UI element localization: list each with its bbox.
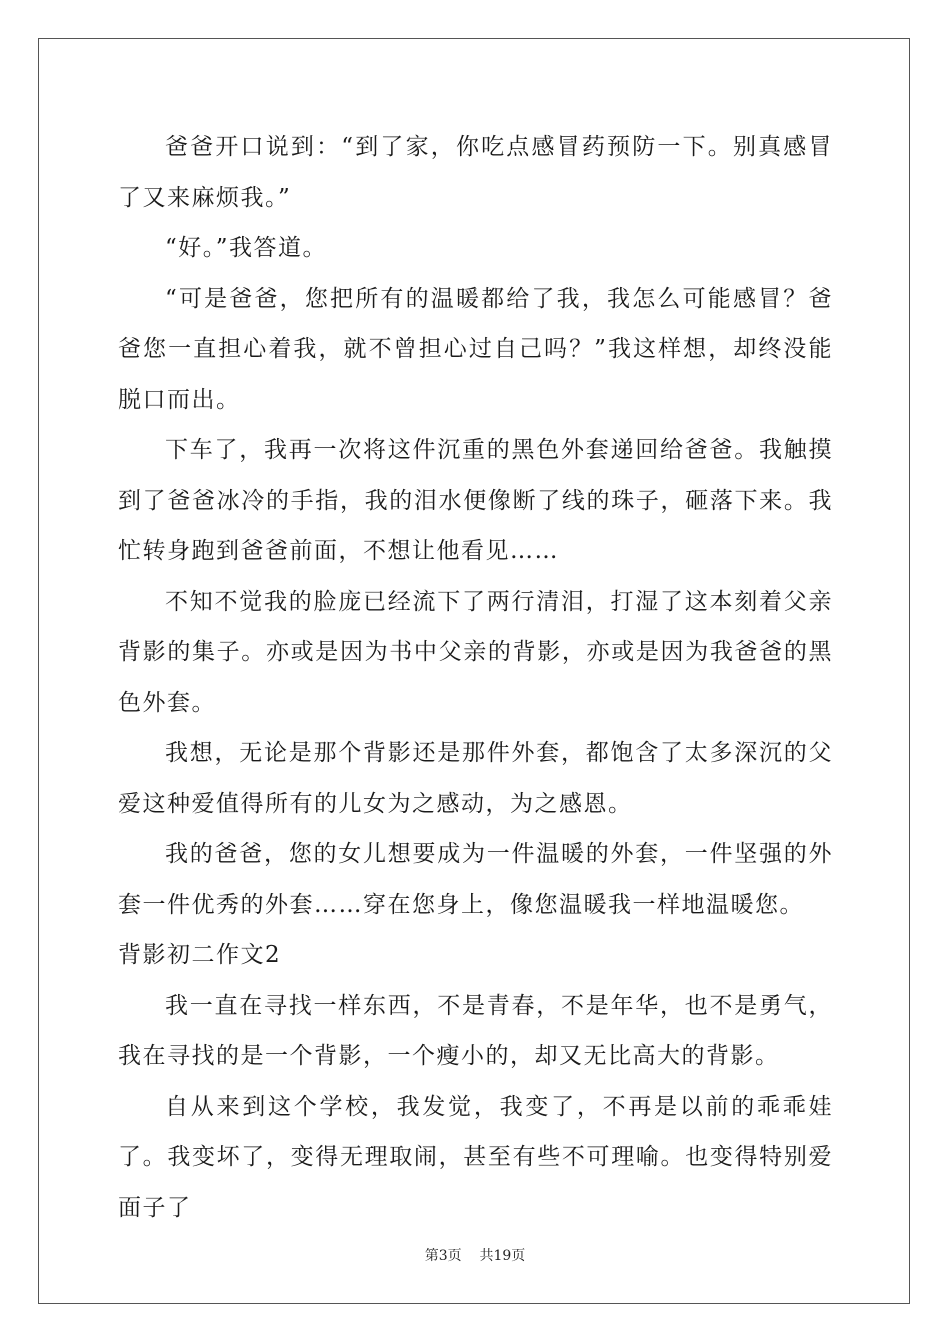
document-body — [118, 122, 833, 1233]
paragraph: “可是爸爸，您把所有的温暖都给了我，我怎么可能感冒？爸爸您一直担心着我，就不曾担心过自己吗？”我这样想，却终没能脱口而出。 — [118, 285, 833, 413]
paragraph: 我想，无论是那个背影还是那件外套，都饱含了太多深沉的父爱这种爱值得所有的儿女为之感动，为之感恩。 — [118, 740, 833, 817]
paragraph: 爸爸开口说到：“到了家，你吃点感冒药预防一下。别真感冒了又来麻烦我。” — [118, 134, 833, 211]
page-number-footer: 第3页 共19页 — [424, 1248, 526, 1264]
paragraph: 下车了，我再一次将这件沉重的黑色外套递回给爸爸。我触摸到了爸爸冰冷的手指，我的泪水便像断了线的珠子，砸落下来。我忙转身跑到爸爸前面，不想让他看见…… — [118, 437, 833, 564]
paragraph: “好。”我答道。 — [165, 235, 328, 261]
paragraph: 不知不觉我的脸庞已经流下了两行清泪，打湿了这本刻着父亲背影的集子。亦或是因为书中父亲的背影，亦或是因为我爸爸的黑色外套。 — [118, 588, 833, 716]
paragraph: 自从来到这个学校，我发觉，我变了，不再是以前的乖乖娃了。我变坏了，变得无理取闹，甚至有些不可理喻。也变得特别爱面子了 — [118, 1093, 833, 1221]
section-heading: 背影初二作文2 — [118, 942, 282, 968]
paragraph: 我一直在寻找一样东西，不是青春，不是年华，也不是勇气，我在寻找的是一个背影，一个瘦小的，却又无比高大的背影。 — [118, 992, 833, 1069]
paragraph: 我的爸爸，您的女儿想要成为一件温暖的外套，一件坚强的外套一件优秀的外套……穿在您身上，像您温暖我一样地温暖您。 — [118, 841, 833, 918]
